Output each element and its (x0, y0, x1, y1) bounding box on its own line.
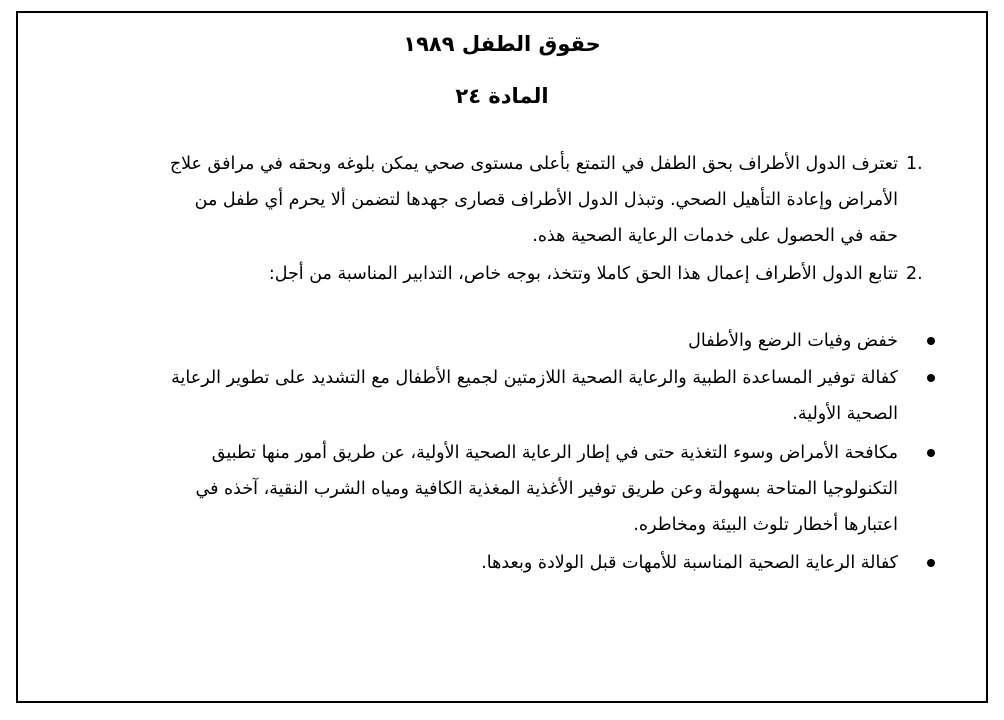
item-line: الأمراض وإعادة التأهيل الصحي. وتبذل الدول الأطراف قصارى جهدها لتضمن ألا يحرم أي طفل من (194, 190, 898, 210)
bullet-line: اعتبارها أخطار تلوث البيئة ومخاطره. (633, 515, 898, 535)
bullet-icon (927, 337, 935, 345)
bullet-line: مكافحة الأمراض وسوء التغذية حتى في إطار الرعاية الصحية الأولية، عن طريق أمور منها تطبيق (211, 443, 898, 463)
item-line: تتابع الدول الأطراف إعمال هذا الحق كاملا وتتخذ، بوجه خاص، التدابير المناسبة من أجل: (268, 264, 898, 284)
bullet-icon (927, 559, 935, 567)
bullet-line: التكنولوجيا المتاحة بسهولة وعن طريق توفير الأغذية المغذية الكافية ومياه الشرب النقية، آخذه في (195, 479, 898, 499)
bullet-line: الصحية الأولية. (792, 404, 898, 424)
bullet-line: كفالة توفير المساعدة الطبية والرعاية الصحية اللازمتين لجميع الأطفال مع التشديد على تطوير الرعاية (171, 368, 898, 388)
bullet-icon (927, 449, 935, 457)
item-line: حقه في الحصول على خدمات الرعاية الصحية هذه. (532, 226, 898, 246)
bullet-icon (927, 374, 935, 382)
document-title: حقوق الطفل ١٩٨٩ (403, 32, 601, 56)
bullet-line: خفض وفيات الرضع والأطفال (688, 331, 898, 351)
article-heading: المادة ٢٤ (455, 84, 549, 108)
bullet-line: كفالة الرعاية الصحية المناسبة للأمهات قبل الولادة وبعدها. (481, 553, 898, 573)
item-number: 1. (906, 154, 923, 174)
item-number: 2. (906, 264, 923, 284)
item-line: تعترف الدول الأطراف بحق الطفل في التمتع بأعلى مستوى صحي يمكن بلوغه وبحقه في مرافق علاج (169, 154, 898, 174)
